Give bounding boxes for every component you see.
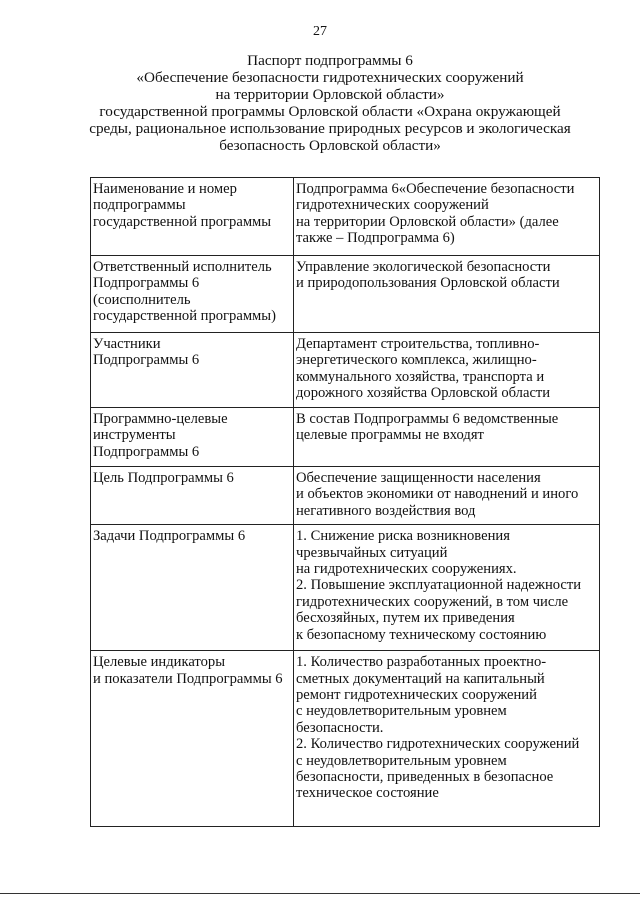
- cell-line: подпрограммы: [93, 197, 186, 214]
- cell-line: Подпрограмма 6«Обеспечение безопасности: [296, 181, 575, 197]
- cell-line: Наименование и номер: [93, 181, 237, 197]
- row-name-cell: [91, 333, 294, 408]
- page-bottom-rule: [0, 893, 640, 894]
- cell-line: 2. Количество гидротехнических сооружений: [296, 736, 580, 753]
- cell-line: безопасности, приведенных в безопасное: [296, 769, 554, 786]
- cell-line: Подпрограммы 6: [93, 275, 200, 292]
- title-line: «Обеспечение безопасности гидротехнических сооружений: [136, 69, 524, 86]
- title-line: Паспорт подпрограммы 6: [247, 52, 413, 69]
- cell-line: Программно-целевые: [93, 411, 228, 427]
- cell-line: сметных документаций на капитальный: [296, 670, 545, 687]
- cell-line: Цель Подпрограммы 6: [93, 470, 234, 486]
- row-value-cell: [294, 525, 600, 651]
- title-line: государственной программы Орловской области «Охрана окружающей: [99, 103, 561, 120]
- row-value-cell: [294, 178, 600, 256]
- cell-line: негативного воздействия вод: [296, 502, 476, 519]
- cell-line: 1. Количество разработанных проектно-: [296, 654, 547, 671]
- cell-line: коммунального хозяйства, транспорта и: [296, 368, 545, 385]
- cell-line: 2. Повышение эксплуатационной надежности: [296, 577, 582, 594]
- cell-line: Управление экологической безопасности: [296, 259, 551, 275]
- cell-line: на территории Орловской области» (далее: [296, 213, 559, 230]
- title-line: среды, рациональное использование природных ресурсов и экологическая: [89, 120, 571, 137]
- cell-line: Департамент строительства, топливно-: [296, 336, 540, 352]
- passport-table: [90, 177, 600, 827]
- cell-line: Подпрограммы 6: [93, 352, 200, 369]
- cell-line: Задачи Подпрограммы 6: [93, 528, 246, 545]
- cell-line: Участники: [93, 336, 161, 352]
- cell-line: 1. Снижение риска возникновения: [296, 528, 510, 545]
- cell-line: государственной программы): [93, 308, 276, 325]
- cell-line: ремонт гидротехнических сооружений: [296, 687, 537, 704]
- table-row: [91, 333, 600, 408]
- table-row: [91, 525, 600, 651]
- table-row: [91, 178, 600, 256]
- row-name-cell: [91, 651, 294, 827]
- row-name-cell: [91, 467, 294, 525]
- table-row: [91, 256, 600, 333]
- row-value-cell: [294, 408, 600, 467]
- cell-line: и показатели Подпрограммы 6: [93, 670, 283, 687]
- row-name-cell: [91, 408, 294, 467]
- cell-line: В состав Подпрограммы 6 ведомственные: [296, 411, 559, 427]
- row-value-cell: [294, 651, 600, 827]
- table-row: [91, 408, 600, 467]
- cell-line: на гидротехнических сооружениях.: [296, 561, 517, 578]
- cell-line: безопасности.: [296, 719, 384, 736]
- row-name-cell: [91, 256, 294, 333]
- cell-line: дорожного хозяйства Орловской области: [296, 385, 551, 402]
- cell-line: с неудовлетворительным уровнем: [296, 752, 507, 769]
- cell-line: техническое состояние: [296, 785, 439, 802]
- row-value-cell: [294, 467, 600, 525]
- cell-line: инструменты: [93, 427, 176, 444]
- row-value-cell: [294, 333, 600, 408]
- title-line: безопасность Орловской области»: [219, 137, 441, 154]
- cell-line: чрезвычайных ситуаций: [296, 544, 448, 561]
- cell-line: бесхозяйных, путем их приведения: [296, 610, 515, 627]
- row-name-cell: [91, 178, 294, 256]
- row-value-cell: [294, 256, 600, 333]
- cell-line: Целевые индикаторы: [93, 654, 226, 671]
- cell-line: (соисполнитель: [93, 291, 191, 308]
- page-number: 27: [313, 24, 327, 39]
- row-name-cell: [91, 525, 294, 651]
- cell-line: гидротехнических сооружений, в том числе: [296, 593, 569, 610]
- cell-line: Обеспечение защищенности населения: [296, 470, 541, 486]
- cell-line: гидротехнических сооружений: [296, 197, 489, 214]
- document-title: [70, 52, 590, 154]
- table-row: [91, 651, 600, 827]
- cell-line: и объектов экономики от наводнений и иного: [296, 486, 579, 503]
- cell-line: энергетического комплекса, жилищно-: [296, 352, 537, 369]
- cell-line: и природопользования Орловской области: [296, 275, 560, 292]
- title-line: на территории Орловской области»: [215, 86, 445, 103]
- cell-line: Подпрограммы 6: [93, 443, 200, 460]
- cell-line: целевые программы не входят: [296, 427, 484, 444]
- cell-line: с неудовлетворительным уровнем: [296, 703, 507, 720]
- cell-line: государственной программы: [93, 213, 272, 230]
- table-row: [91, 467, 600, 525]
- cell-line: Ответственный исполнитель: [93, 259, 272, 275]
- cell-line: к безопасному техническому состоянию: [296, 626, 547, 643]
- cell-line: также – Подпрограмма 6): [296, 230, 455, 247]
